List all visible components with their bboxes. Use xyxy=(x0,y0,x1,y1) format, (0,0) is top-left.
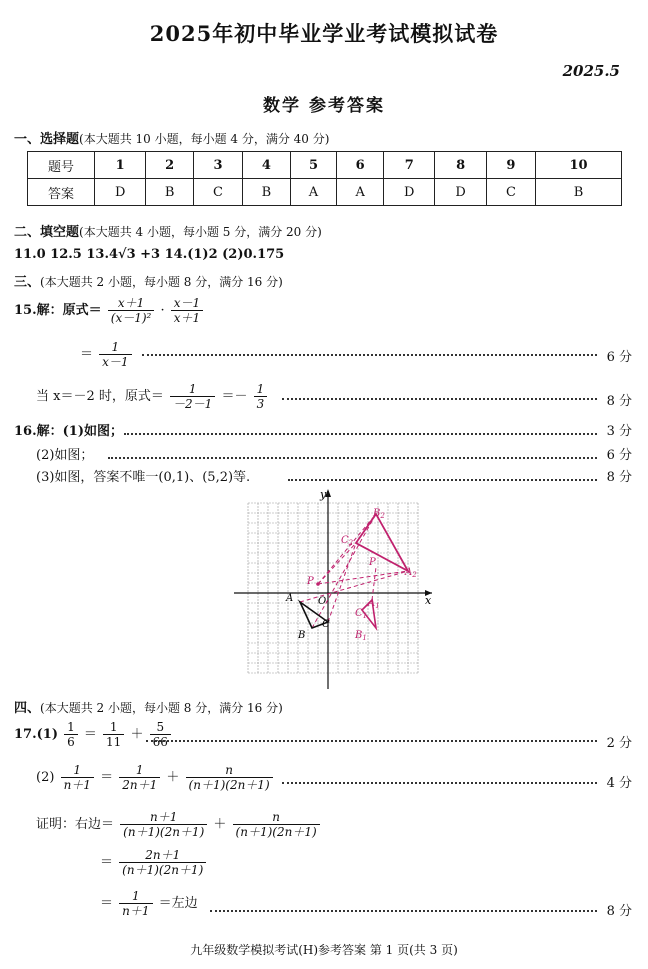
numerator: x＋1 xyxy=(117,296,145,310)
score-label: 6 分 xyxy=(606,350,632,365)
point-p2-label: P xyxy=(369,557,376,568)
section2-note: (本大题共 4 小题，每小题 5 分，满分 20 分) xyxy=(79,225,322,239)
answer-cell: B xyxy=(536,179,622,206)
vertex-a-label: A xyxy=(286,593,294,604)
q17-fraction-2 xyxy=(103,720,124,749)
denominator: x＋1 xyxy=(171,310,203,325)
q17-line1 xyxy=(14,720,173,749)
answer-cell: A xyxy=(337,179,384,206)
proof-line1 xyxy=(36,810,322,839)
equals-sign: ＝ xyxy=(100,896,114,911)
section3-header xyxy=(14,271,283,290)
denominator: －2－1 xyxy=(170,396,215,411)
dot-leader xyxy=(282,782,597,784)
section3-heading: 三、 xyxy=(14,275,41,290)
numerator: 1 xyxy=(256,382,265,396)
row-label-answer: 答案 xyxy=(28,179,95,206)
numerator: 1 xyxy=(67,720,75,734)
grid-lines xyxy=(248,503,418,673)
dot-leader xyxy=(282,398,597,400)
q15-fraction-1 xyxy=(108,296,155,325)
equals-sign: ＝ xyxy=(80,347,94,362)
proof-frac-4 xyxy=(119,889,152,918)
score-label: 3 分 xyxy=(606,424,632,439)
dash-line xyxy=(372,567,376,600)
denominator: n＋1 xyxy=(119,903,152,918)
x-axis-label: x xyxy=(425,594,432,607)
numerator: x－1 xyxy=(173,296,201,310)
q16-part1: 16.解：(1)如图； xyxy=(14,424,123,439)
section1-header xyxy=(14,128,329,147)
denominator: 3 xyxy=(254,396,268,411)
q15-dot: · xyxy=(160,303,165,318)
dot-leader xyxy=(146,740,597,742)
score-label: 8 分 xyxy=(606,394,632,409)
dash-line xyxy=(312,514,376,628)
qnum-cell: 6 xyxy=(337,152,384,179)
triangle-a2b2c2 xyxy=(356,514,408,571)
letter: C xyxy=(355,608,363,619)
answer-key-subtitle: 数学 参考答案 xyxy=(263,96,385,116)
plus-sign: ＋ xyxy=(130,727,144,742)
score-label: 6 分 xyxy=(606,448,632,463)
dot-leader xyxy=(108,457,597,459)
q15-fraction-5 xyxy=(254,382,268,411)
q15-line3 xyxy=(36,382,269,411)
proof-frac-1 xyxy=(120,810,207,839)
proof-label: 证明：右边＝ xyxy=(36,817,115,832)
equals-sign: ＝ xyxy=(100,770,114,785)
numerator: 1 xyxy=(109,720,118,734)
point-p xyxy=(316,582,320,586)
denominator: (n＋1)(2n＋1) xyxy=(233,824,320,839)
numerator: 1 xyxy=(73,763,82,777)
subscript: 1 xyxy=(375,602,380,610)
numerator: 1 xyxy=(188,382,197,396)
section4-note: (本大题共 2 小题，每小题 8 分，满分 16 分) xyxy=(40,701,283,715)
score-label: 8 分 xyxy=(606,470,632,485)
qnum-cell: 9 xyxy=(486,152,535,179)
letter: A xyxy=(405,567,413,578)
letter: A xyxy=(368,598,376,609)
answer-cell: C xyxy=(486,179,535,206)
vertex-b1-label xyxy=(354,630,367,642)
proof-frac-2 xyxy=(233,810,320,839)
numerator: 1 xyxy=(135,763,144,777)
qnum-cell: 2 xyxy=(146,152,193,179)
vertex-b2-label xyxy=(372,508,385,520)
numerator: 1 xyxy=(132,889,140,903)
proof-line3 xyxy=(100,889,198,918)
numerator: n＋1 xyxy=(150,810,178,824)
proof-line2 xyxy=(100,848,208,877)
answer-cell: B xyxy=(146,179,193,206)
q15-fraction-4 xyxy=(170,382,215,411)
q17-line2 xyxy=(36,763,275,792)
q16-part3: (3)如图，答案不唯一(0,1)、(5,2)等. xyxy=(36,470,251,485)
q15-line2 xyxy=(80,340,134,369)
subscript: 2 xyxy=(348,539,354,547)
section4-header xyxy=(14,697,283,716)
vertex-c1-label xyxy=(355,608,367,620)
answer-row xyxy=(28,179,622,206)
dot-leader xyxy=(288,479,597,481)
dot-leader xyxy=(142,354,597,356)
q17-fraction-3 xyxy=(150,720,171,749)
q17-frac-g2 xyxy=(119,763,160,792)
equals-sign: ＝ xyxy=(100,855,114,870)
page-title: 2025年初中毕业学业考试模拟试卷 xyxy=(149,21,499,46)
section4-heading: 四、 xyxy=(14,701,41,716)
letter: B xyxy=(373,508,381,519)
denominator: 66 xyxy=(150,734,171,749)
qnum-cell: 3 xyxy=(193,152,242,179)
section1-heading: 一、选择题 xyxy=(14,132,80,147)
denominator: (x－1)² xyxy=(108,310,155,325)
qnum-cell: 8 xyxy=(435,152,486,179)
letter: B xyxy=(355,630,363,641)
score-label: 8 分 xyxy=(606,904,632,919)
answer-cell: B xyxy=(243,179,290,206)
choice-answer-table xyxy=(27,151,622,206)
vertex-b-label: B xyxy=(298,630,306,641)
subscript: 2 xyxy=(412,571,417,579)
qnum-cell: 1 xyxy=(95,152,146,179)
numerator: 1 xyxy=(111,340,120,354)
coordinate-grid-figure xyxy=(228,485,438,691)
subscript: 1 xyxy=(362,634,367,642)
qnum-cell: 5 xyxy=(290,152,337,179)
construction-lines xyxy=(300,514,408,628)
score-label: 2 分 xyxy=(606,736,632,751)
dash-line xyxy=(318,543,356,584)
exam-date: 2025.5 xyxy=(562,62,620,80)
plus-sign: ＋ xyxy=(166,770,180,785)
answer-cell: D xyxy=(95,179,146,206)
y-axis-label: y xyxy=(320,488,327,501)
qnum-cell: 10 xyxy=(536,152,622,179)
answer-cell: A xyxy=(290,179,337,206)
fill-blank-answers: 11.0 12.5 13.4√3 +3 14.(1)2 (2)0.175 xyxy=(14,247,285,262)
equals-sign: ＝ xyxy=(83,727,97,742)
q15-fraction-3 xyxy=(99,340,131,369)
answer-cell: C xyxy=(193,179,242,206)
proof-frac-3 xyxy=(119,848,206,877)
vertex-c-label: C xyxy=(322,619,330,630)
q15-fraction-2 xyxy=(171,296,203,325)
point-p-label: P xyxy=(307,576,314,587)
section3-note: (本大题共 2 小题，每小题 8 分，满分 16 分) xyxy=(40,275,283,289)
q17-label: 17.(1) xyxy=(14,727,58,742)
score-label: 4 分 xyxy=(606,776,632,791)
q17-fraction-1 xyxy=(64,720,78,749)
dot-leader xyxy=(210,910,597,912)
denominator: 2n＋1 xyxy=(119,777,160,792)
q16-line1 xyxy=(14,420,123,439)
plus-sign: ＋ xyxy=(213,817,227,832)
q17-frac-g3 xyxy=(186,763,273,792)
q16-part2: (2)如图； xyxy=(36,448,94,463)
numerator: n xyxy=(272,810,280,824)
section2-heading: 二、填空题 xyxy=(14,225,80,240)
denominator: x－1 xyxy=(99,354,131,369)
qnum-cell: 4 xyxy=(243,152,290,179)
denominator: 6 xyxy=(64,734,78,749)
vertex-a2-label xyxy=(404,567,417,579)
section1-note: (本大题共 10 小题，每小题 4 分，满分 40 分) xyxy=(79,132,330,146)
q17-part2-label: (2) xyxy=(36,770,55,785)
section2-header xyxy=(14,221,322,240)
origin-label: O xyxy=(318,596,327,607)
q15-substitution: 当 x＝－2 时，原式＝ xyxy=(36,389,164,404)
qnum-cell: 7 xyxy=(384,152,435,179)
left-side-text: ＝左边 xyxy=(158,896,198,911)
numerator: 2n＋1 xyxy=(145,848,181,862)
equals-minus: ＝－ xyxy=(221,389,248,404)
row-label-question: 题号 xyxy=(28,152,95,179)
denominator: (n＋1)(2n＋1) xyxy=(120,824,207,839)
letter: C xyxy=(341,535,349,546)
numerator: 5 xyxy=(156,720,165,734)
q17-frac-g1 xyxy=(61,763,94,792)
q15-line1 xyxy=(14,296,205,325)
page-footer: 九年级数学模拟考试(H)参考答案 第 1 页(共 3 页) xyxy=(190,943,458,957)
answer-cell: D xyxy=(435,179,486,206)
dash-line xyxy=(300,571,408,602)
denominator: (n＋1)(2n＋1) xyxy=(119,862,206,877)
vertex-c2-label xyxy=(341,535,354,547)
question-number-row xyxy=(28,152,622,179)
denominator: 11 xyxy=(103,734,124,749)
subscript: 2 xyxy=(380,512,385,520)
denominator: n＋1 xyxy=(61,777,94,792)
subscript: 1 xyxy=(362,612,368,620)
dot-leader xyxy=(124,433,597,435)
answer-cell: D xyxy=(384,179,435,206)
numerator: n xyxy=(225,763,233,777)
denominator: (n＋1)(2n＋1) xyxy=(186,777,273,792)
q15-label: 15.解：原式＝ xyxy=(14,303,102,318)
